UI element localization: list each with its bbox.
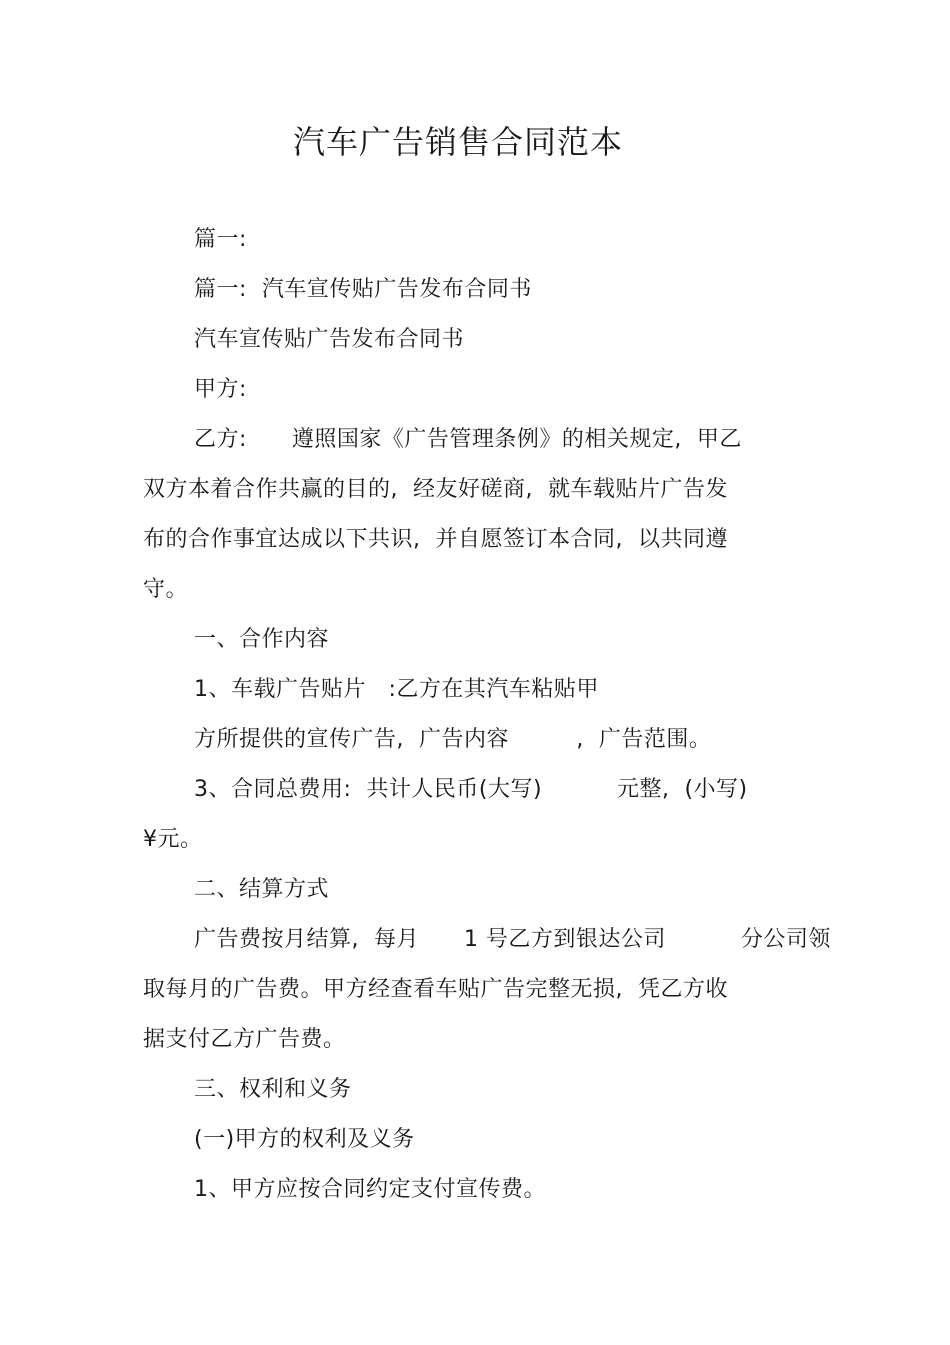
text-line-13: ¥元。 [143,827,203,852]
text-line-7: 布的合作事宜达成以下共识, 并自愿签订本合同, 以共同遵 [143,527,728,552]
text-line-2: 篇一: 汽车宣传贴广告发布合同书 [194,277,532,302]
text-line-10: 1、车载广告贴片 :乙方在其汽车粘贴甲 [194,677,599,702]
text-line-19: (一)甲方的权利及义务 [194,1127,415,1152]
text-line-12: 3、合同总费用: 共计人民币(大写) 元整, (小写) [194,777,748,802]
text-line-1: 篇一: [194,227,247,252]
text-line-3: 汽车宣传贴广告发布合同书 [194,327,465,352]
text-line-9: 一、合作内容 [194,627,330,652]
text-line-18: 三、权利和义务 [194,1077,352,1102]
text-line-15: 广告费按月结算, 每月 1 号乙方到银达公司 分公司领 [194,927,831,952]
text-line-4: 甲方: [194,377,247,402]
text-line-6: 双方本着合作共赢的目的, 经友好磋商, 就车载贴片广告发 [143,477,728,502]
text-line-17: 据支付乙方广告费。 [143,1027,346,1052]
document-title: 汽车广告销售合同范本 [292,123,623,161]
text-line-8: 守。 [143,577,189,602]
text-line-5: 乙方: 遵照国家《广告管理条例》的相关规定, 甲乙 [194,427,742,452]
text-line-14: 二、结算方式 [194,877,330,902]
text-line-16: 取每月的广告费。甲方经查看车贴广告完整无损, 凭乙方收 [143,977,728,1002]
text-line-11: 方所提供的宣传广告, 广告内容 , 广告范围。 [194,727,712,752]
text-line-20: 1、甲方应按合同约定支付宣传费。 [194,1177,546,1202]
